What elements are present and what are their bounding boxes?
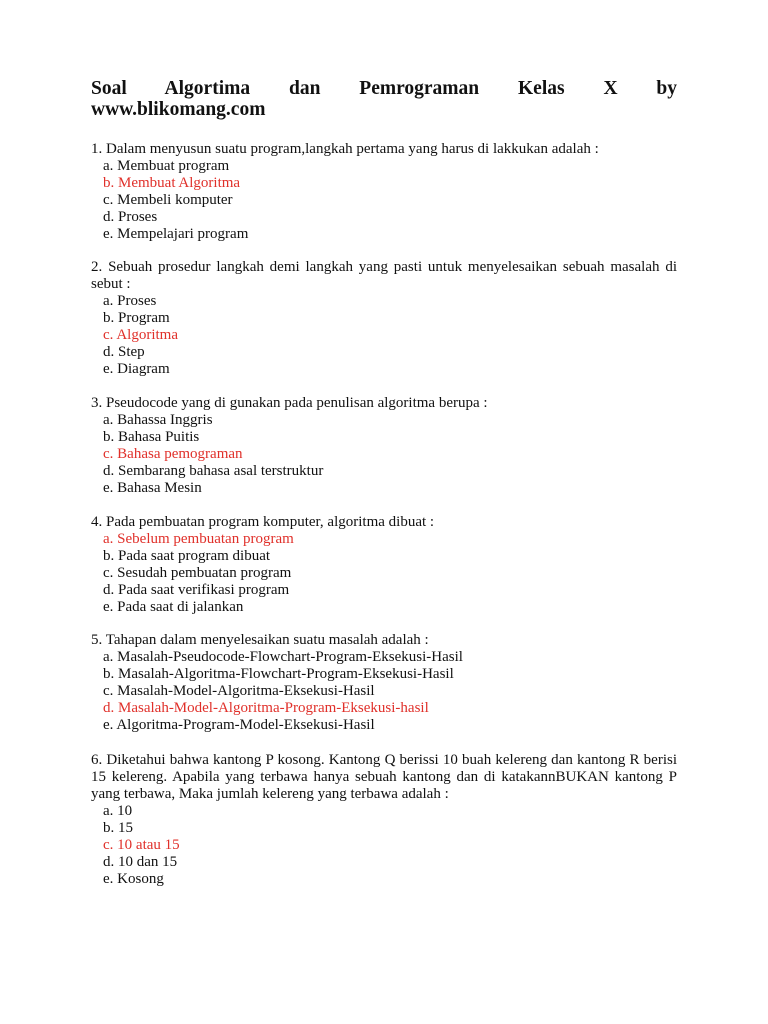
option-b: b. Bahasa Puitis [103, 429, 200, 445]
option-e: e. Algoritma-Program-Model-Eksekusi-Hasil [103, 717, 375, 733]
option-list [91, 803, 677, 888]
question-text: 2. Sebuah prosedur langkah demi langkah yang pasti untuk menyelesaikan sebuah masalah di sebut : [91, 259, 677, 292]
option-a: a. 10 [103, 803, 133, 819]
option-b: b. 15 [103, 820, 133, 836]
option-d: d. Sembarang bahasa asal terstruktur [103, 463, 324, 479]
option-c: c. Membeli komputer [103, 192, 233, 208]
option-d-correct: d. Masalah-Model-Algoritma-Program-Eksekusi-hasil [103, 700, 429, 716]
option-e: e. Bahasa Mesin [103, 480, 202, 496]
question-1 [91, 141, 677, 243]
option-list [91, 412, 677, 497]
option-a: a. Bahassa Inggris [103, 412, 213, 428]
question-2 [91, 259, 677, 378]
option-list [91, 531, 677, 616]
question-text: 6. Diketahui bahwa kantong P kosong. Kantong Q berissi 10 buah kelereng dan kantong R berisi 15 kelereng. Apabila yang terbawa hanya sebuah kantong dan di katakannBUKAN kantong P yang terbawa, Maka jumlah kelereng yang terbawa adalah : [91, 752, 677, 802]
option-e: e. Kosong [103, 871, 164, 887]
option-e: e. Diagram [103, 361, 170, 377]
question-text: 5. Tahapan dalam menyelesaikan suatu masalah adalah : [91, 632, 429, 648]
question-5 [91, 632, 677, 734]
option-c-correct: c. Algoritma [103, 327, 178, 343]
option-c-correct: c. Bahasa pemograman [103, 446, 243, 462]
option-a: a. Membuat program [103, 158, 230, 174]
option-c-correct: c. 10 atau 15 [103, 837, 180, 853]
option-b: b. Masalah-Algoritma-Flowchart-Program-Eksekusi-Hasil [103, 666, 454, 682]
question-3 [91, 395, 677, 497]
document-title [91, 78, 677, 120]
option-d: d. Pada saat verifikasi program [103, 582, 290, 598]
option-d: d. Proses [103, 209, 158, 225]
question-text: 1. Dalam menyusun suatu program,langkah pertama yang harus di lakkukan adalah : [91, 141, 599, 157]
option-b-correct: b. Membuat Algoritma [103, 175, 241, 191]
option-c: c. Masalah-Model-Algoritma-Eksekusi-Hasil [103, 683, 375, 699]
option-list [91, 649, 677, 734]
option-b: b. Program [103, 310, 170, 326]
option-b: b. Pada saat program dibuat [103, 548, 271, 564]
option-a-correct: a. Sebelum pembuatan program [103, 531, 294, 547]
option-e: e. Pada saat di jalankan [103, 599, 244, 615]
option-a: a. Proses [103, 293, 157, 309]
option-a: a. Masalah-Pseudocode-Flowchart-Program-Eksekusi-Hasil [103, 649, 463, 665]
option-c: c. Sesudah pembuatan program [103, 565, 292, 581]
option-e: e. Mempelajari program [103, 226, 249, 242]
option-list [91, 293, 677, 378]
title-line-1: Soal Algortima dan Pemrograman Kelas X by [91, 78, 677, 99]
title-line-2: www.blikomang.com [91, 99, 266, 120]
option-d: d. Step [103, 344, 145, 360]
question-6 [91, 752, 677, 888]
question-text: 3. Pseudocode yang di gunakan pada penulisan algoritma berupa : [91, 395, 488, 411]
option-d: d. 10 dan 15 [103, 854, 178, 870]
option-list [91, 158, 677, 243]
question-text: 4. Pada pembuatan program komputer, algoritma dibuat : [91, 514, 435, 530]
question-4 [91, 514, 677, 616]
